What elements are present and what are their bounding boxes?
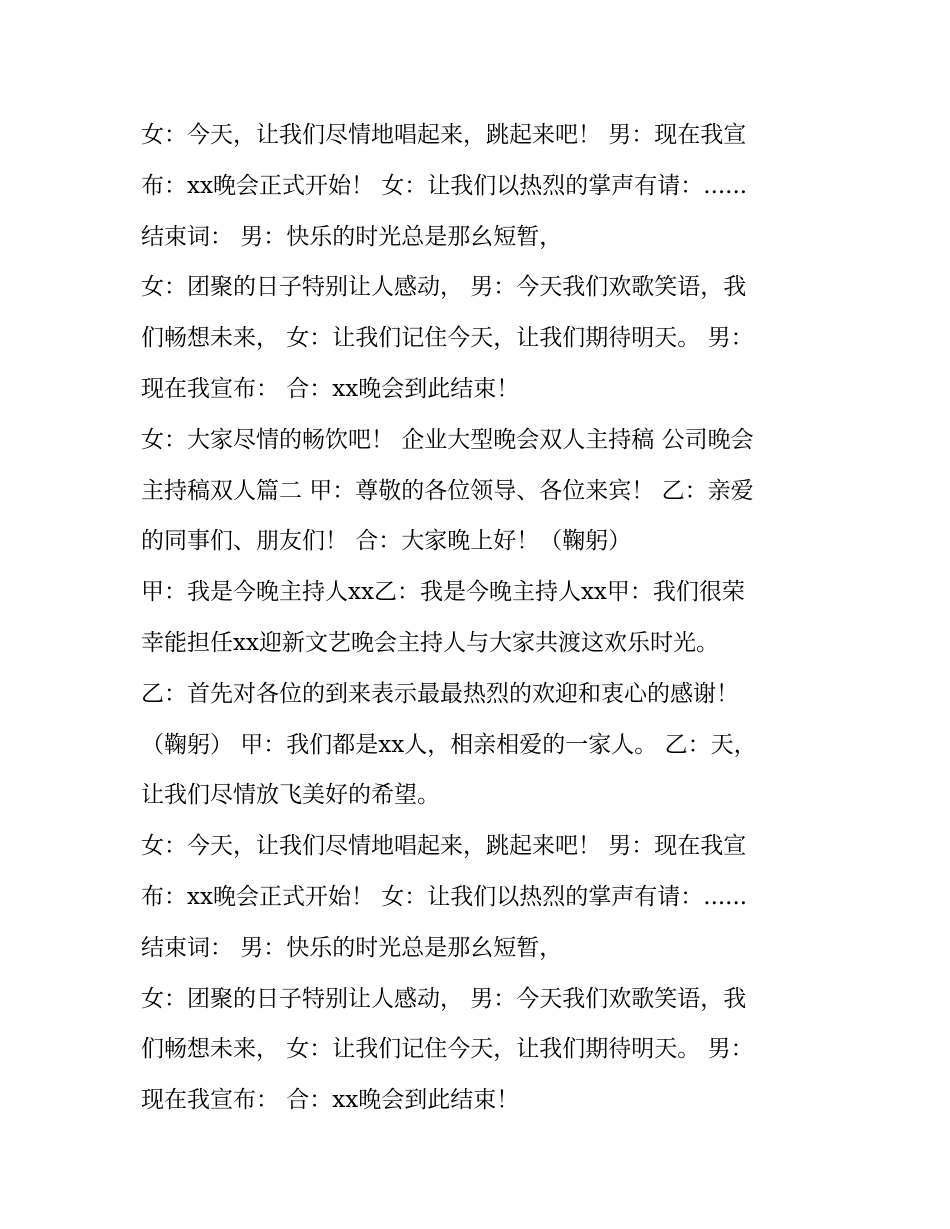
text-line: 结束词： 男：快乐的时光总是那幺短暂， bbox=[141, 223, 563, 250]
text-line: 女：大家尽情的畅饮吧！ 企业大型晚会双人主持稿 公司晚会 bbox=[141, 426, 754, 453]
text-line: 们畅想未来， 女：让我们记住今天，让我们期待明天。 男： bbox=[141, 1036, 754, 1063]
text-line: 现在我宣布： 合：xx晚会到此结束！ bbox=[141, 375, 520, 402]
text-line: 结束词： 男：快乐的时光总是那幺短暂， bbox=[141, 934, 563, 961]
text-line: 女：今天，让我们尽情地唱起来，跳起来吧！ 男：现在我宣 bbox=[141, 833, 747, 860]
text-line: （鞠躬） 甲：我们都是xx人，相亲相爱的一家人。 乙：天， bbox=[141, 731, 757, 758]
text-line: 女：团聚的日子特别让人感动， 男：今天我们欢歌笑语，我 bbox=[141, 985, 747, 1012]
text-line: 乙：首先对各位的到来表示最最热烈的欢迎和衷心的感谢！ bbox=[141, 680, 739, 707]
text-line: 现在我宣布： 合：xx晚会到此结束！ bbox=[141, 1087, 520, 1114]
document-body bbox=[141, 110, 821, 1126]
text-line: 们畅想未来， 女：让我们记住今天，让我们期待明天。 男： bbox=[141, 325, 754, 352]
text-line: 女：今天，让我们尽情地唱起来，跳起来吧！ 男：现在我宣 bbox=[141, 122, 747, 148]
text-line: 甲：我是今晚主持人xx乙：我是今晚主持人xx甲：我们很荣 bbox=[141, 579, 745, 606]
text-line: 布：xx晚会正式开始！ 女：让我们以热烈的掌声有请：...... bbox=[141, 883, 748, 910]
text-line: 的同事们、朋友们！ 合：大家晚上好！（鞠躬） bbox=[141, 528, 632, 555]
text-line: 幸能担任xx迎新文艺晚会主持人与大家共渡这欢乐时光。 bbox=[141, 629, 719, 656]
text-line: 女：团聚的日子特别让人感动， 男：今天我们欢歌笑语，我 bbox=[141, 274, 747, 301]
text-line: 主持稿双人篇二 甲：尊敬的各位领导、各位来宾！ 乙：亲爱 bbox=[141, 477, 754, 504]
text-line: 布：xx晚会正式开始！ 女：让我们以热烈的掌声有请：...... bbox=[141, 172, 748, 199]
text-line: 让我们尽情放飞美好的希望。 bbox=[141, 782, 440, 809]
